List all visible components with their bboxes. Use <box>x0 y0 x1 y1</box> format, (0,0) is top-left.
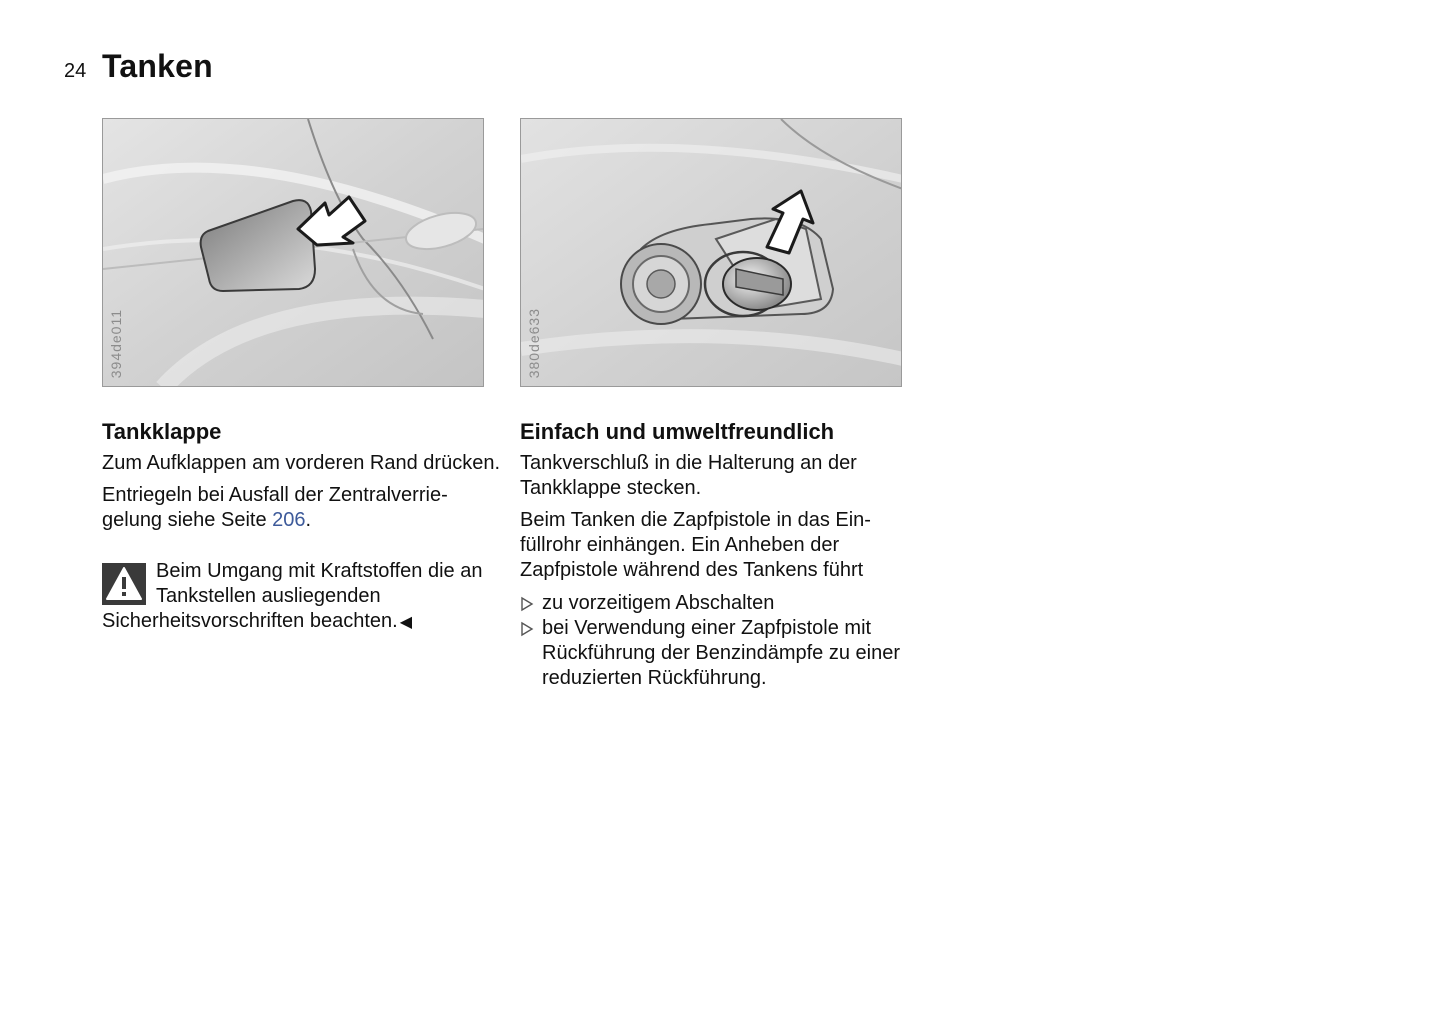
page-reference-link[interactable]: 206 <box>272 509 306 531</box>
paragraph-end: . <box>305 509 312 531</box>
paragraph-text: Entriegeln bei Ausfall der Zentralverrie-gelung siehe Seite <box>102 484 448 531</box>
list-item <box>520 616 920 691</box>
warning-note <box>102 559 502 635</box>
figure-fuel-flap <box>102 118 484 387</box>
list-item-text: zu vorzeitigem Abschalten <box>542 592 775 614</box>
figure-code: 394de011 <box>108 308 124 378</box>
bullet-triangle-icon <box>520 621 534 637</box>
bullet-triangle-icon <box>520 596 534 612</box>
page-number: 24 <box>64 60 87 82</box>
section-heading: Tankklappe <box>102 419 222 444</box>
list-item-text: bei Verwendung einer Zapfpistole mit Rückführung der Benzindämpfe zu einer reduzierten Rückführung. <box>542 617 900 689</box>
section-heading: Einfach und umweltfreundlich <box>520 419 835 444</box>
fuel-flap-closed-illustration <box>103 119 484 387</box>
end-mark-icon: ◀ <box>399 614 413 631</box>
bullet-list <box>520 591 920 691</box>
warning-text: Beim Umgang mit Kraftstoffen die an Tankstellen ausliegenden Sicherheitsvorschriften beachten. <box>102 560 483 632</box>
figure-fuel-cap <box>520 118 902 387</box>
section-einfach-umweltfreundlich <box>520 418 920 691</box>
paragraph-refuel: Beim Tanken die Zapfpistole in das Ein-füllrohr einhängen. Ein Anheben der Zapfpistole während des Tankens führt <box>520 509 871 581</box>
warning-icon <box>102 563 146 605</box>
list-item <box>520 591 920 616</box>
paragraph-open-flap: Zum Aufklappen am vorderen Rand drücken. <box>102 452 500 474</box>
section-tankklappe <box>102 418 502 635</box>
fuel-cap-holder-illustration <box>521 119 902 387</box>
paragraph-cap-holder: Tankverschluß in die Halterung an der Tankklappe stecken. <box>520 452 857 499</box>
paragraph-emergency-unlock <box>102 483 502 533</box>
page-title: Tanken <box>102 48 213 84</box>
figure-code: 380de633 <box>526 307 542 378</box>
